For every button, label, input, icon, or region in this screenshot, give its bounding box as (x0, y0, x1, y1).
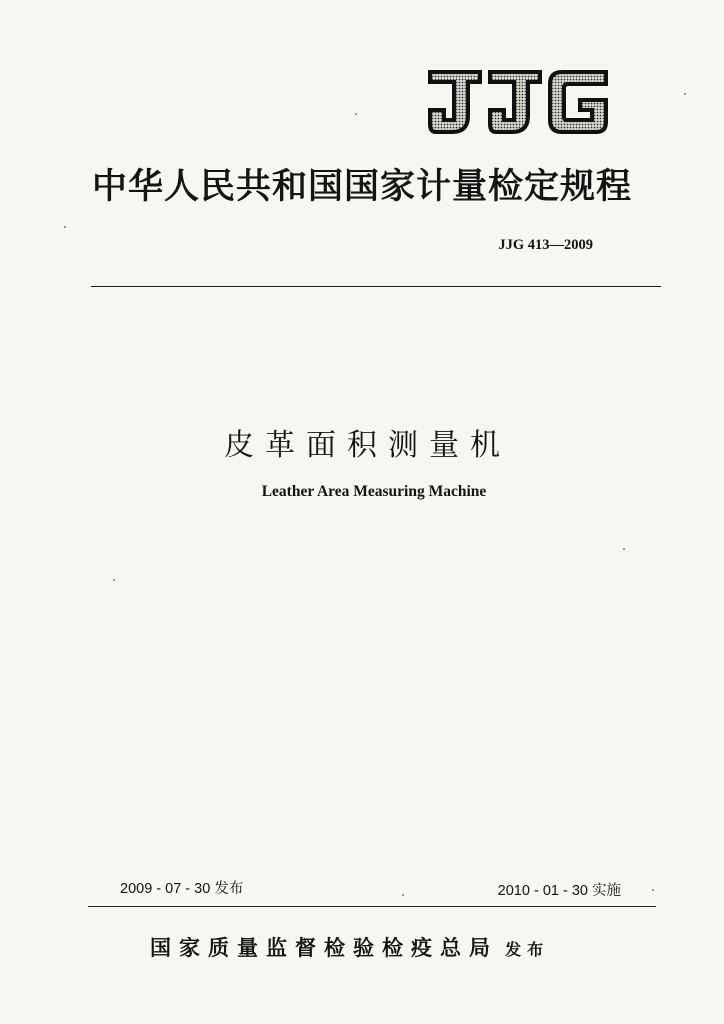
jjg-logo (428, 66, 610, 138)
effective-date: 2010 - 01 - 30 实施 (497, 883, 621, 899)
publisher-line (150, 932, 549, 962)
scan-speck (402, 894, 404, 896)
document-title-english: Leather Area Measuring Machine (261, 483, 487, 500)
scan-speck (684, 93, 686, 95)
scan-speck (623, 548, 625, 550)
issued-date: 2009 - 07 - 30 发布 (120, 881, 244, 897)
standard-series-title: 中华人民共和国国家计量检定规程 (92, 166, 633, 207)
standard-number: JJG 413—2009 (498, 237, 593, 253)
top-divider (91, 286, 661, 287)
scan-speck (652, 889, 654, 891)
publisher-name: 国家质量监督检验检疫总局 (150, 935, 498, 960)
scan-speck (355, 113, 357, 115)
document-title-chinese: 皮革面积测量机 (224, 428, 511, 463)
scan-speck (64, 226, 66, 228)
bottom-divider (88, 906, 656, 907)
scan-speck (113, 579, 115, 581)
publisher-suffix: 发布 (505, 940, 550, 959)
